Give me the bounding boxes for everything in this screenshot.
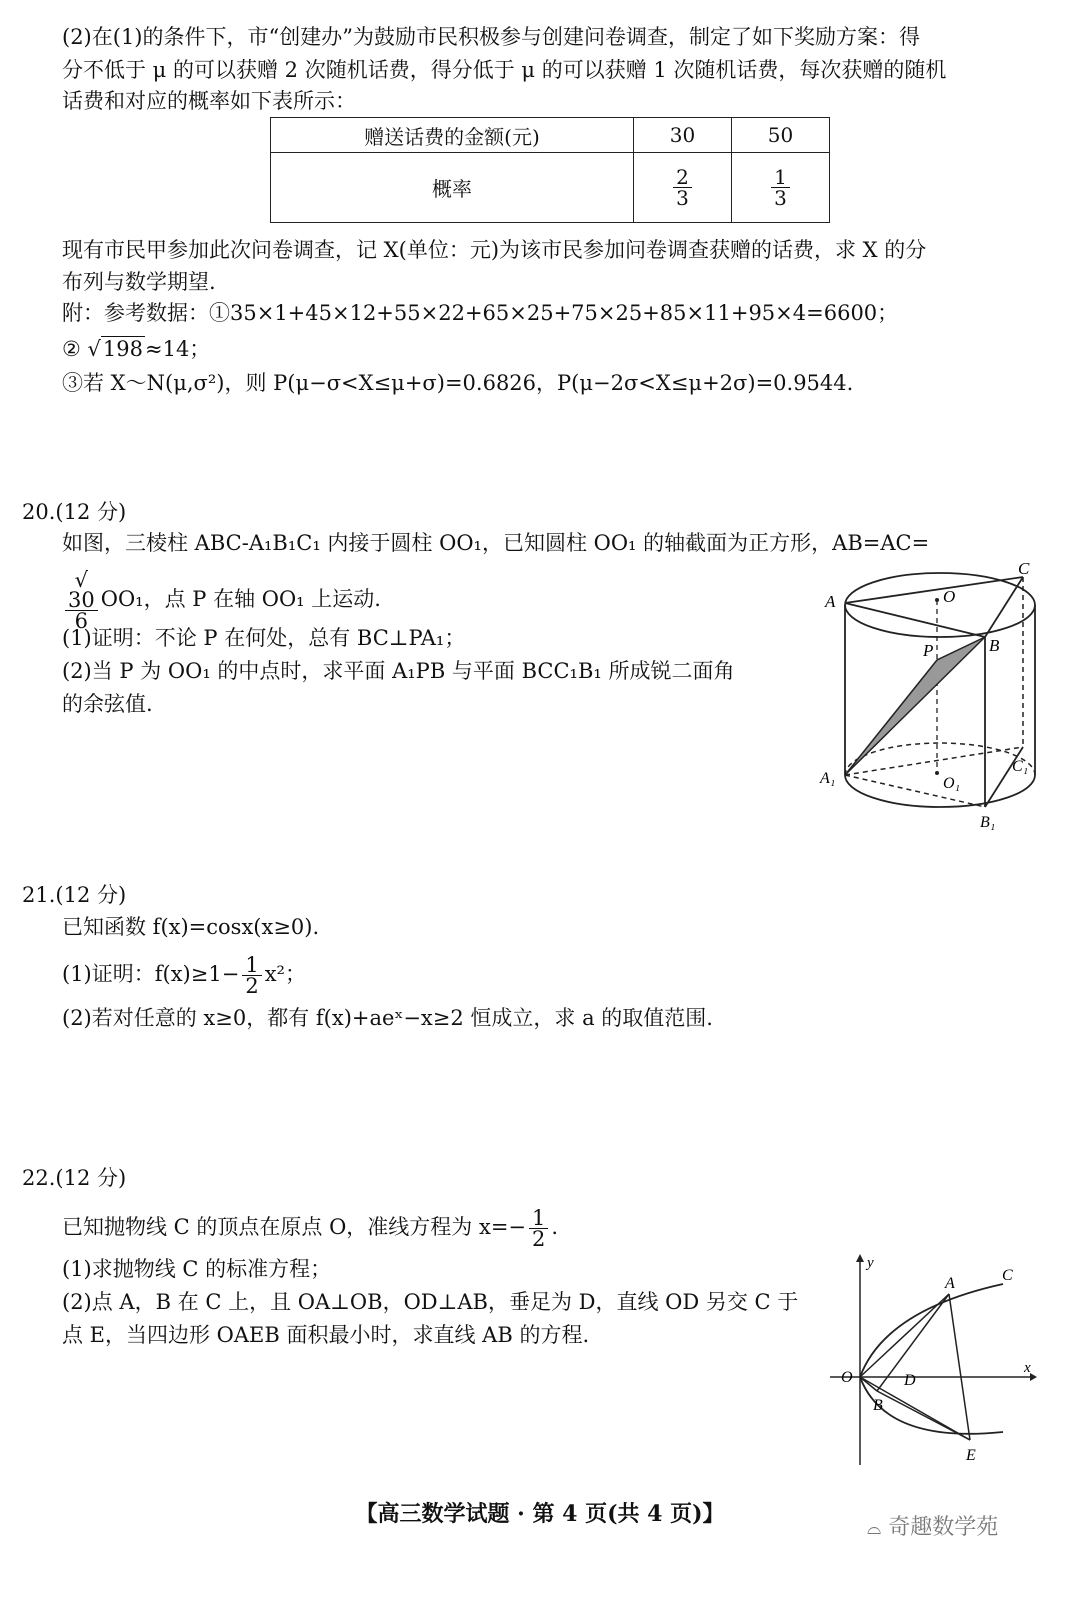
- svg-text:x: x: [1024, 1360, 1031, 1376]
- cylinder-prism-figure: [815, 555, 1055, 840]
- table-amount-30: 30: [634, 118, 732, 153]
- svg-text:P: P: [923, 641, 934, 660]
- q22-line4: 点 E，当四边形 OAEB 面积最小时，求直线 AB 的方程.: [62, 1323, 590, 1347]
- q19-line2: 分不低于 μ 的可以获赠 2 次随机话费，得分低于 μ 的可以获赠 1 次随机话费，每次获赠的随机: [62, 58, 947, 82]
- q19-line4: 现有市民甲参加此次问卷调查，记 X(单位：元)为该市民参加问卷调查获赠的话费，求 X 的分: [62, 238, 927, 262]
- table-probability-50: $\frac{1}{3}$: [732, 153, 830, 223]
- q21-line2: (1)证明：f(x)≥1− $\frac{1}{2}$ x²；: [62, 953, 306, 998]
- q19-reference-3: ③若 X～N(μ,σ²)，则 P(μ−σ<X≤μ+σ)=0.6826，P(μ−2σ<X≤μ+2σ)=0.9544.: [62, 371, 854, 395]
- reward-table: [270, 117, 830, 223]
- q20-line1: 如图，三棱柱 ABC-A₁B₁C₁ 内接于圆柱 OO₁，已知圆柱 OO₁ 的轴截面为正方形，AB=AC=: [62, 531, 930, 555]
- svg-text:A: A: [945, 1275, 955, 1292]
- table-header-probability: 概率: [271, 153, 634, 223]
- parabola-figure: [825, 1250, 1040, 1470]
- svg-text:O: O: [841, 1369, 853, 1386]
- q19-line3: 话费和对应的概率如下表所示：: [62, 89, 356, 113]
- watermark-text: 奇趣数学苑: [888, 1515, 999, 1540]
- table-probability-30: $\frac{2}{3}$: [634, 153, 732, 223]
- q22-line2: (1)求抛物线 C 的标准方程；: [62, 1257, 332, 1281]
- q19-reference-2: ② √198≈14；: [62, 337, 211, 361]
- svg-text:E: E: [966, 1447, 976, 1464]
- q21-header: 21.(12 分): [22, 883, 127, 907]
- svg-text:y: y: [867, 1255, 874, 1271]
- svg-text:B: B: [989, 636, 1000, 655]
- svg-text:C: C: [1002, 1267, 1013, 1284]
- q22-header: 22.(12 分): [22, 1166, 127, 1190]
- q20-line3: (1)证明：不论 P 在何处，总有 BC⊥PA₁；: [62, 626, 466, 650]
- q19-line5: 布列与数学期望.: [62, 270, 216, 294]
- svg-text:B₁: B₁: [980, 814, 996, 831]
- q21-line3: (2)若对任意的 x≥0，都有 f(x)+aeˣ−x≥2 恒成立，求 a 的取值范围.: [62, 1006, 713, 1030]
- q22-line1: 已知抛物线 C 的顶点在原点 O，准线方程为 x=− $\frac{1}{2}$ .: [62, 1206, 559, 1251]
- svg-text:O: O: [943, 587, 956, 606]
- svg-text:D: D: [904, 1372, 916, 1389]
- svg-text:B: B: [873, 1397, 883, 1414]
- svg-text:A₁: A₁: [820, 770, 836, 787]
- table-amount-50: 50: [732, 118, 830, 153]
- table-header-amount: 赠送话费的金额(元): [271, 118, 634, 153]
- wechat-icon: ⌓: [867, 1518, 882, 1539]
- q20-line2: √ 30 6 OO₁，点 P 在轴 OO₁ 上运动.: [62, 570, 381, 631]
- q20-header: 20.(12 分): [22, 500, 127, 524]
- watermark: [867, 1510, 998, 1541]
- q20-line4: (2)当 P 为 OO₁ 的中点时，求平面 A₁PB 与平面 BCC₁B₁ 所成锐二面角: [62, 659, 735, 683]
- svg-text:O₁: O₁: [943, 775, 961, 792]
- q20-line5: 的余弦值.: [62, 692, 153, 716]
- svg-text:C₁: C₁: [1012, 758, 1029, 775]
- q21-line1: 已知函数 f(x)=cosx(x≥0).: [62, 915, 320, 939]
- q19-reference-1: 附：参考数据：①35×1+45×12+55×22+65×25+75×25+85×11+95×4=6600；: [62, 301, 899, 325]
- q22-line3: (2)点 A，B 在 C 上，且 OA⊥OB，OD⊥AB，垂足为 D，直线 OD 另交 C 于: [62, 1290, 799, 1314]
- svg-text:C: C: [1018, 559, 1030, 578]
- q19-line1: (2)在(1)的条件下，市“创建办”为鼓励市民积极参与创建问卷调查，制定了如下奖励方案：得: [62, 25, 920, 49]
- svg-text:A: A: [825, 592, 836, 611]
- page-footer: 【高三数学试题 · 第 4 页(共 4 页)】: [355, 1501, 725, 1527]
